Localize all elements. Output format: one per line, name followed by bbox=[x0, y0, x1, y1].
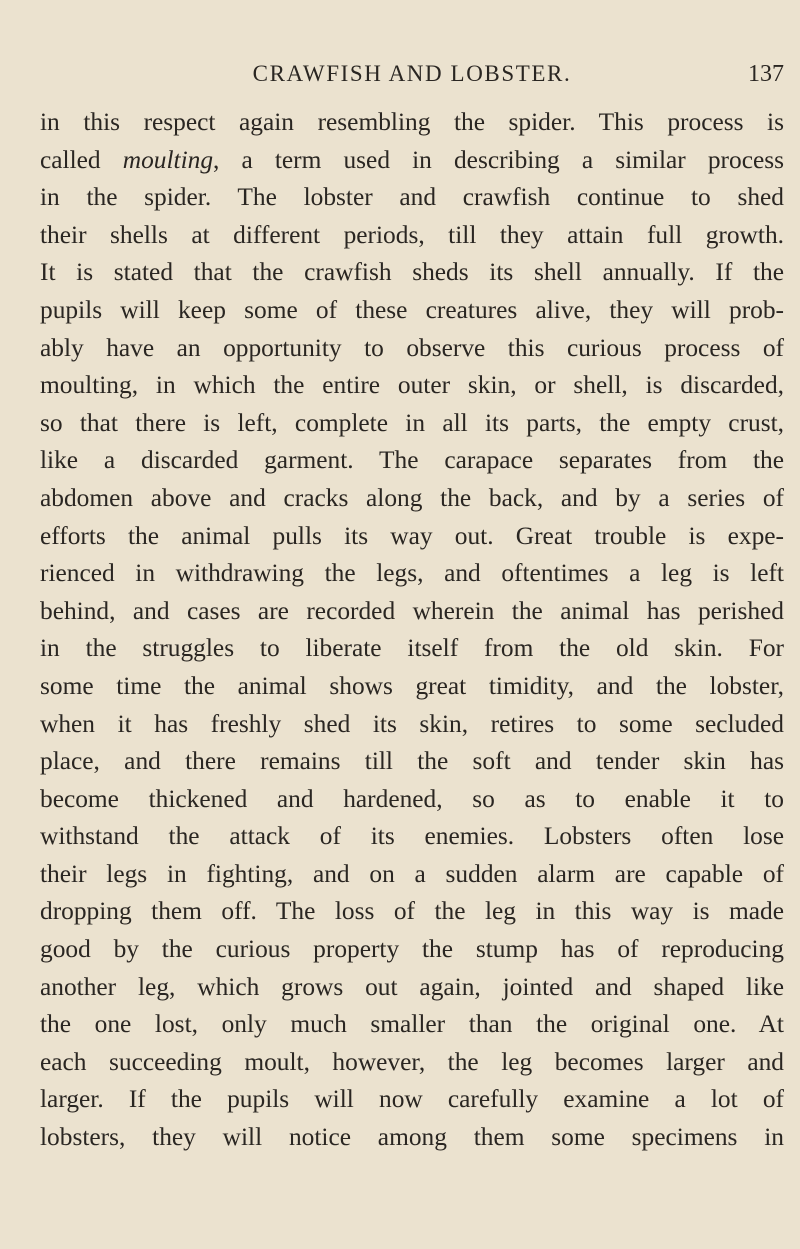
running-header bbox=[40, 58, 784, 90]
text-line bbox=[40, 743, 784, 781]
text-segment: behind, and cases are recorded wherein the animal has perished bbox=[40, 596, 784, 625]
text-line bbox=[40, 1044, 784, 1082]
text-line bbox=[40, 179, 784, 217]
text-line bbox=[40, 480, 784, 518]
text-segment: become thickened and hardened, so as to enable it to bbox=[40, 784, 784, 813]
text-segment: rienced in withdrawing the legs, and oftentimes a leg is left bbox=[40, 559, 784, 588]
text-segment: another leg, which grows out again, jointed and shaped like bbox=[40, 972, 784, 1001]
text-line bbox=[40, 367, 784, 405]
text-segment: the one lost, only much smaller than the original one. At bbox=[40, 1010, 784, 1039]
text-segment: , a term used in describing a similar process bbox=[213, 145, 785, 174]
text-segment: their shells at different periods, till they attain full growth. bbox=[40, 220, 784, 249]
text-line bbox=[40, 292, 784, 330]
text-line bbox=[40, 405, 784, 443]
text-line bbox=[40, 893, 784, 931]
text-line bbox=[40, 818, 784, 856]
text-segment: withstand the attack of its enemies. Lobsters often lose bbox=[40, 822, 784, 851]
text-line bbox=[40, 931, 784, 969]
text-line bbox=[40, 1119, 784, 1157]
text-line bbox=[40, 593, 784, 631]
text-segment: ably have an opportunity to observe this curious process of bbox=[40, 333, 784, 362]
text-segment: pupils will keep some of these creatures alive, they will prob- bbox=[40, 295, 784, 324]
text-segment: in the struggles to liberate itself from the old skin. For bbox=[40, 634, 784, 663]
text-segment: lobsters, they will notice among them some specimens in bbox=[40, 1123, 784, 1152]
text-segment: so that there is left, complete in all its parts, the empty crust, bbox=[40, 408, 784, 437]
italic-term: moulting bbox=[122, 145, 214, 174]
text-line bbox=[40, 330, 784, 368]
text-line bbox=[40, 254, 784, 292]
text-segment: called bbox=[40, 145, 123, 174]
text-line bbox=[40, 1081, 784, 1119]
text-line bbox=[40, 856, 784, 894]
text-line bbox=[40, 442, 784, 480]
text-segment: each succeeding moult, however, the leg becomes larger and bbox=[40, 1047, 784, 1076]
text-line bbox=[40, 142, 784, 180]
text-segment: place, and there remains till the soft and tender skin has bbox=[40, 747, 784, 776]
text-line bbox=[40, 217, 784, 255]
text-segment: dropping them off. The loss of the leg in this way is made bbox=[40, 897, 784, 926]
text-line bbox=[40, 104, 784, 142]
text-segment: some time the animal shows great timidity, and the lobster, bbox=[40, 671, 784, 700]
text-segment: efforts the animal pulls its way out. Great trouble is expe- bbox=[40, 521, 784, 550]
text-line bbox=[40, 969, 784, 1007]
text-line bbox=[40, 518, 784, 556]
text-segment: in this respect again resembling the spider. This process is bbox=[40, 108, 784, 136]
body-text bbox=[40, 104, 784, 1157]
text-segment: in the spider. The lobster and crawfish continue to shed bbox=[40, 183, 784, 212]
text-segment: good by the curious property the stump has of reproducing bbox=[40, 935, 784, 964]
text-segment: when it has freshly shed its skin, retires to some secluded bbox=[40, 709, 784, 738]
text-line bbox=[40, 781, 784, 819]
text-line bbox=[40, 668, 784, 706]
page-number: 137 bbox=[748, 61, 784, 87]
text-segment: moulting, in which the entire outer skin, or shell, is discarded, bbox=[40, 371, 784, 400]
text-line bbox=[40, 706, 784, 744]
text-segment: larger. If the pupils will now carefully examine a lot of bbox=[40, 1085, 784, 1114]
text-line bbox=[40, 1006, 784, 1044]
text-line bbox=[40, 555, 784, 593]
running-title: CRAWFISH AND LOBSTER. bbox=[252, 61, 572, 86]
text-segment: like a discarded garment. The carapace separates from the bbox=[40, 446, 784, 475]
text-line bbox=[40, 630, 784, 668]
text-segment: abdomen above and cracks along the back, and by a series of bbox=[40, 483, 784, 512]
text-segment: It is stated that the crawfish sheds its shell annually. If the bbox=[40, 258, 784, 287]
text-segment: their legs in fighting, and on a sudden alarm are capable of bbox=[40, 859, 784, 888]
